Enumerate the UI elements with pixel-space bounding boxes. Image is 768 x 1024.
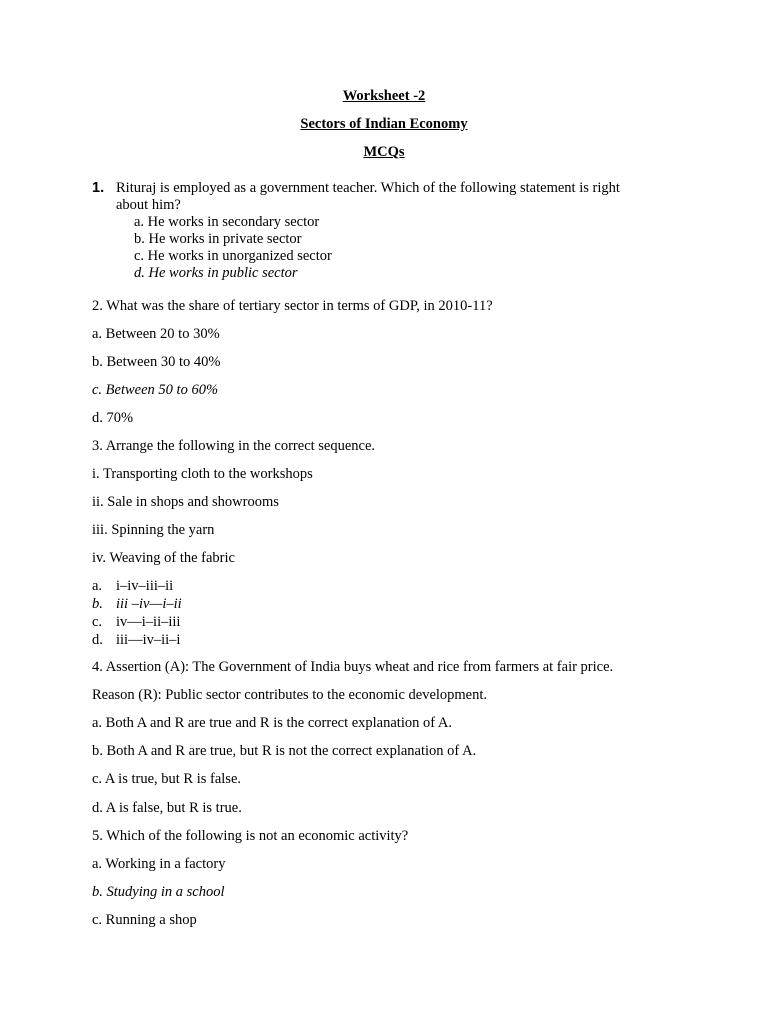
q3-option-d-letter: d. <box>92 632 103 648</box>
q3-item-i: i. Transporting cloth to the workshops <box>92 466 313 482</box>
q1-option-c: c. He works in unorganized sector <box>134 248 332 264</box>
q3-item-iii: iii. Spinning the yarn <box>92 522 215 538</box>
q3-item-iv: iv. Weaving of the fabric <box>92 550 235 566</box>
q2-option-d: d. 70% <box>92 410 134 426</box>
subject-title: Sectors of Indian Economy <box>300 116 468 132</box>
q2-option-c: c. Between 50 to 60% <box>92 382 219 398</box>
q1-option-d: d. He works in public sector <box>134 265 298 281</box>
q3-option-a-letter: a. <box>92 578 103 594</box>
q1-number: 1. <box>92 180 105 196</box>
q3-option-b-letter: b. <box>92 596 103 612</box>
q1-option-a: a. He works in secondary sector <box>134 214 320 230</box>
q5-option-a: a. Working in a factory <box>92 856 226 872</box>
q4-assertion: 4. Assertion (A): The Government of India buys wheat and rice from farmers at fair price. <box>92 659 614 675</box>
q4-reason: Reason (R): Public sector contributes to the economic development. <box>92 687 488 703</box>
q1-text-line2: about him? <box>116 197 181 213</box>
section-title: MCQs <box>363 144 405 160</box>
q3-option-b: iii –iv—i–ii <box>116 596 182 612</box>
q2-option-b: b. Between 30 to 40% <box>92 354 221 370</box>
q4-option-a: a. Both A and R are true and R is the correct explanation of A. <box>92 715 452 731</box>
q5-option-b: b. Studying in a school <box>92 884 225 900</box>
q3-question: 3. Arrange the following in the correct sequence. <box>92 438 376 454</box>
q3-option-c: iv—i–ii–iii <box>116 614 181 630</box>
q3-item-ii: ii. Sale in shops and showrooms <box>92 494 279 510</box>
worksheet-title: Worksheet -2 <box>342 88 426 104</box>
q4-option-b: b. Both A and R are true, but R is not the correct explanation of A. <box>92 743 477 759</box>
q2-option-a: a. Between 20 to 30% <box>92 326 220 342</box>
q5-question: 5. Which of the following is not an economic activity? <box>92 828 409 844</box>
q4-option-c: c. A is true, but R is false. <box>92 771 242 787</box>
q3-option-c-letter: c. <box>92 614 103 630</box>
q3-option-d: iii—iv–ii–i <box>116 632 181 648</box>
q5-option-c: c. Running a shop <box>92 912 197 928</box>
q1-option-b: b. He works in private sector <box>134 231 302 247</box>
q4-option-d: d. A is false, but R is true. <box>92 800 242 816</box>
q1-text-line1: Rituraj is employed as a government teacher. Which of the following statement is right <box>116 180 620 196</box>
q3-option-a: i–iv–iii–ii <box>116 578 174 594</box>
q2-question: 2. What was the share of tertiary sector in terms of GDP, in 2010-11? <box>92 298 493 314</box>
